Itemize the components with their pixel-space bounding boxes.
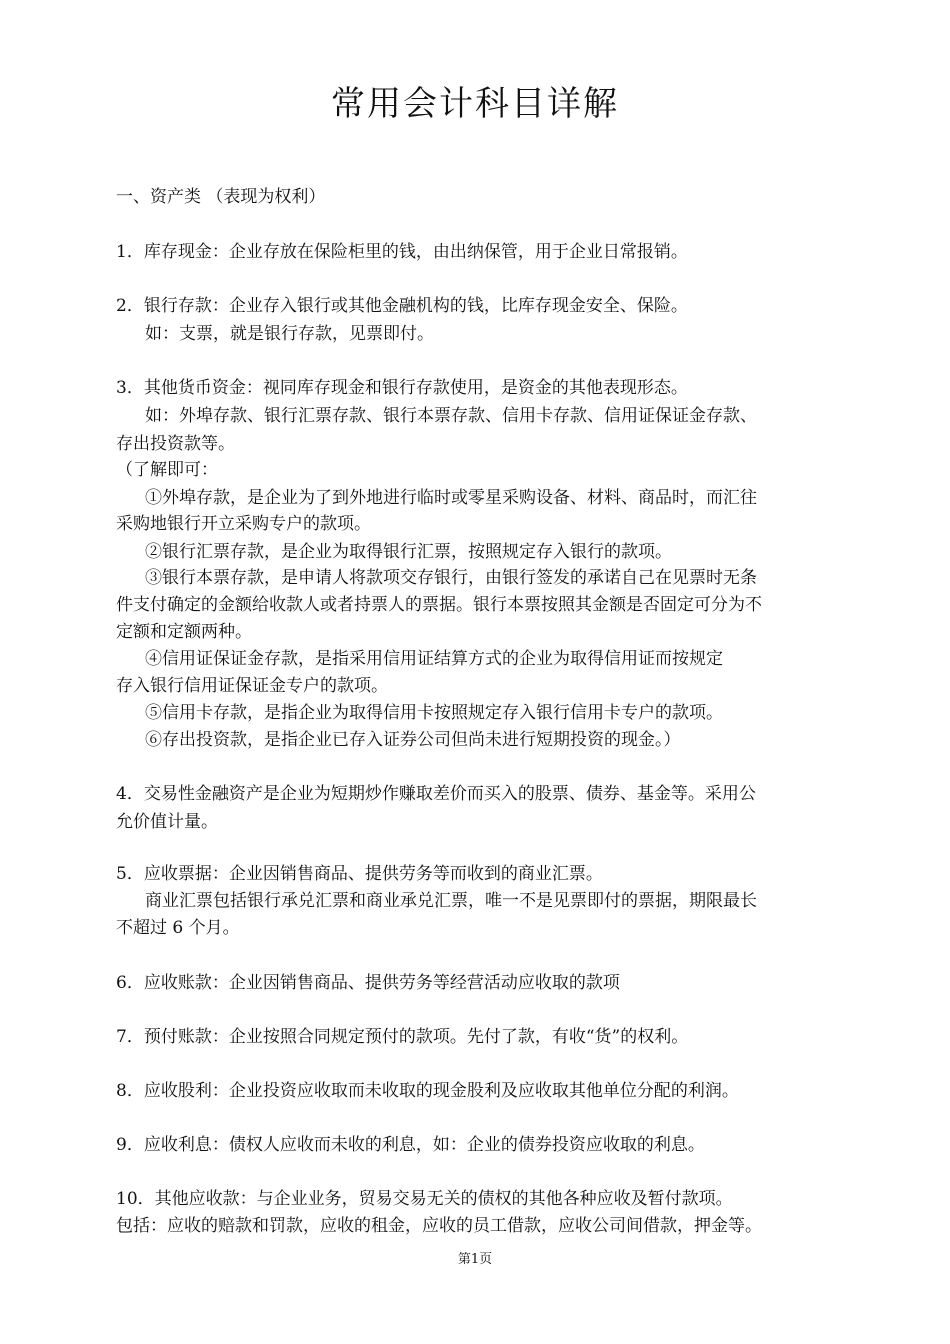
text-line: ④信用证保证金存款，是指采用信用证结算方式的企业为取得信用证而按规定 [145, 649, 723, 669]
text-line: 4．交易性金融资产是企业为短期炒作赚取差价而买入的股票、债券、基金等。采用公 [116, 784, 756, 804]
text-line: ①外埠存款，是企业为了到外地进行临时或零星采购设备、材料、商品时，而汇往 [145, 488, 757, 508]
text-line: 10．其他应收款：与企业业务，贸易交易无关的债权的其他各种应收及暂付款项。 [116, 1189, 733, 1209]
text-line: 8．应收股利：企业投资应收取而未收取的现金股利及应收取其他单位分配的利润。 [116, 1081, 739, 1101]
text-line: 7．预付账款：企业按照合同规定预付的款项。先付了款，有收“货”的权利。 [116, 1027, 689, 1047]
text-line: 包括：应收的赔款和罚款，应收的租金，应收的员工借款，应收公司间借款，押金等。 [116, 1216, 762, 1236]
text-line: 采购地银行开立采购专户的款项。 [116, 514, 371, 534]
text-line: ⑥存出投资款，是指企业已存入证券公司但尚未进行短期投资的现金。） [145, 730, 681, 750]
text-line: 存入银行信用证保证金专户的款项。 [116, 676, 388, 696]
page-number: 第1页 [457, 1252, 493, 1267]
text-line: 如：外埠存款、银行汇票存款、银行本票存款、信用卡存款、信用证保证金存款、 [145, 406, 757, 426]
text-line: （了解即可： [116, 460, 218, 480]
text-line: 6．应收账款：企业因销售商品、提供劳务等经营活动应收取的款项 [116, 973, 620, 993]
text-line: ②银行汇票存款，是企业为取得银行汇票，按照规定存入银行的款项。 [145, 542, 672, 562]
page-title: 常用会计科目详解 [331, 84, 619, 124]
text-line: 定额和定额两种。 [116, 622, 252, 642]
text-line: 5．应收票据：企业因销售商品、提供劳务等而收到的商业汇票。 [116, 864, 603, 884]
text-line: 不超过 6 个月。 [116, 918, 240, 938]
text-line: 允价值计量。 [116, 812, 218, 832]
text-line: ⑤信用卡存款，是指企业为取得信用卡按照规定存入银行信用卡专户的款项。 [145, 703, 723, 723]
text-line: 如：支票，就是银行存款，见票即付。 [145, 324, 434, 344]
text-line: 存出投资款等。 [116, 434, 235, 454]
text-line: 商业汇票包括银行承兑汇票和商业承兑汇票，唯一不是见票即付的票据，期限最长 [145, 891, 757, 911]
text-line: ③银行本票存款，是申请人将款项交存银行，由银行签发的承诺自己在见票时无条 [145, 568, 757, 588]
text-line: 1．库存现金：企业存放在保险柜里的钱，由出纳保管，用于企业日常报销。 [116, 242, 688, 262]
text-line: 2．银行存款：企业存入银行或其他金融机构的钱，比库存现金安全、保险。 [116, 296, 688, 316]
text-line: 9．应收利息：债权人应收而未收的利息，如：企业的债券投资应收取的利息。 [116, 1135, 705, 1155]
text-line: 件支付确定的金额给收款人或者持票人的票据。银行本票按照其金额是否固定可分为不 [116, 595, 762, 615]
section-heading: 一、资产类 （表现为权利） [116, 187, 326, 207]
text-line: 3．其他货币资金：视同库存现金和银行存款使用，是资金的其他表现形态。 [116, 378, 688, 398]
